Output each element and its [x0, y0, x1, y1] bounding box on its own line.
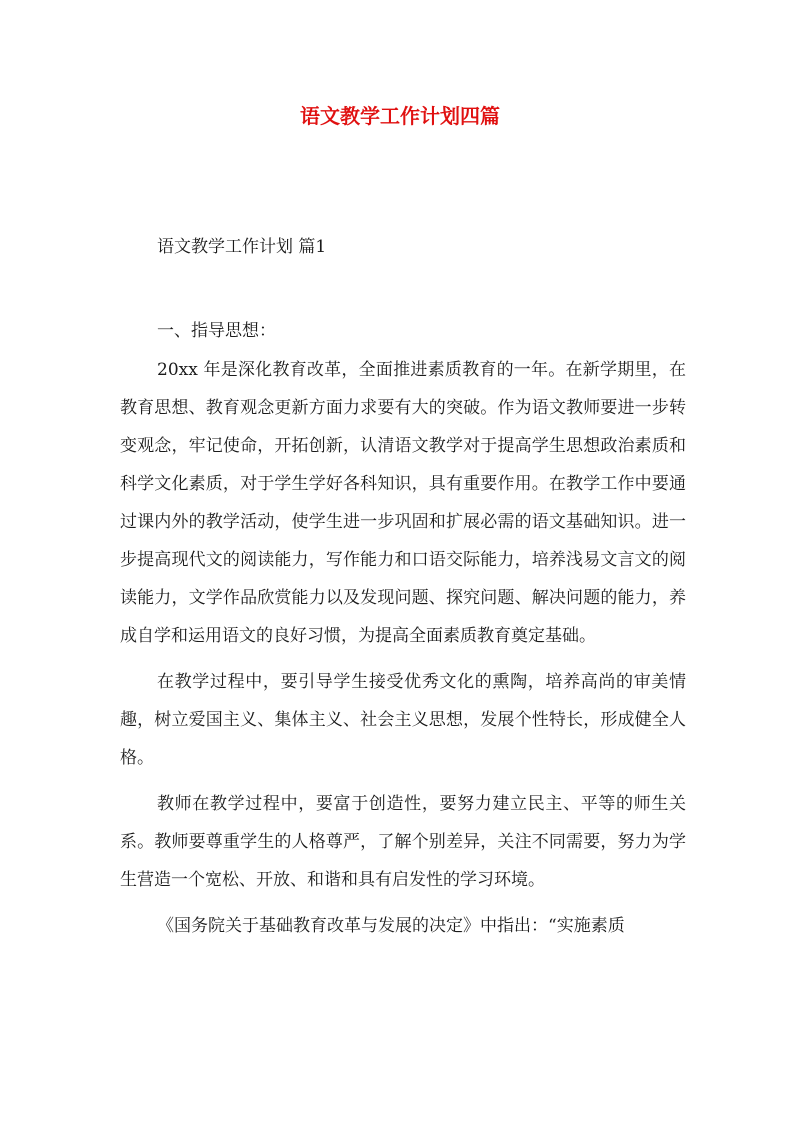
- paragraph: 20xx 年是深化教育改革，全面推进素质教育的一年。在新学期里，在教育思想、教育观念更新方面力求要有大的突破。作为语文教师要进一步转变观念，牢记使命，开拓创新，认清语文教学对于提高学生思想政治素质和科学文化素质，对于学生学好各科知识，具有重要作用。在教学工作中要通过课内外的教学活动，使学生进一步巩固和扩展必需的语文基础知识。进一步提高现代文的阅读能力，写作能力和口语交际能力，培养浅易文言文的阅读能力，文学作品欣赏能力以及发现问题、探究问题、解决问题的能力，养成自学和运用语文的良好习惯，为提高全面素质教育奠定基础。: [120, 360, 686, 646]
- paragraph: 在教学过程中，要引导学生接受优秀文化的熏陶，培养高尚的审美情趣，树立爱国主义、集体主义、社会主义思想，发展个性特长，形成健全人格。: [120, 672, 686, 768]
- paragraph: 《国务院关于基础教育改革与发展的决定》中指出：“实施素质: [157, 916, 625, 936]
- document-title: 语文教学工作计划四篇: [300, 104, 500, 128]
- body-text: [120, 351, 686, 953]
- section-heading: 语文教学工作计划 篇1: [157, 237, 327, 257]
- sub-heading: 一、指导思想：: [157, 321, 276, 341]
- paragraph: 教师在教学过程中，要富于创造性，要努力建立民主、平等的师生关系。教师要尊重学生的人格尊严，了解个别差异，关注不同需要，努力为学生营造一个宽松、开放、和谐和具有启发性的学习环境。: [120, 794, 686, 890]
